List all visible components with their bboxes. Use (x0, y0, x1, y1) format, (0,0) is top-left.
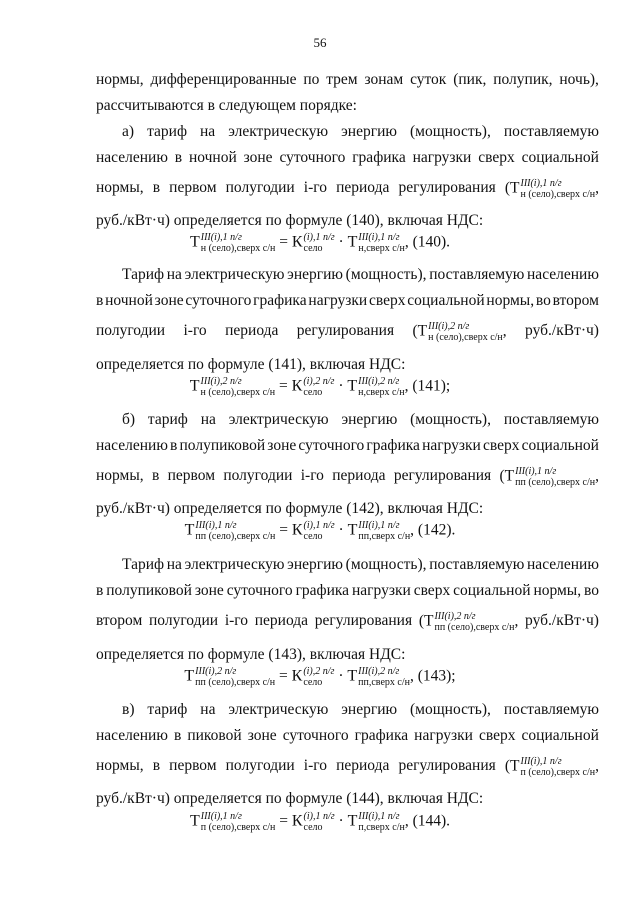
tariff-letter: Т (347, 521, 358, 539)
word: энергию (287, 266, 343, 283)
word: Тариф (122, 266, 165, 283)
punctuation: , (595, 179, 599, 197)
text-line: определяется по формуле (141), включая НДС: (96, 356, 406, 373)
text-line (96, 466, 599, 488)
coefficient-letter: К (291, 667, 303, 685)
word: периода (254, 612, 309, 629)
word: нагрузки (308, 292, 368, 309)
multiply-sign: · (334, 377, 348, 395)
word: в (96, 292, 104, 309)
word: поставляемую (429, 266, 525, 283)
text-line (96, 756, 599, 778)
word: суточного (282, 727, 349, 744)
coefficient-letter: К (291, 812, 303, 830)
page-number: 56 (313, 35, 327, 50)
word: (мощность), (345, 266, 427, 283)
tariff-symbol (505, 178, 599, 200)
word: графика (295, 582, 350, 599)
word: поставляемую (429, 556, 525, 573)
coefficient-indices: (i),1 п/г село (303, 811, 335, 833)
text-line: руб./кВт·ч) определяется по формуле (140), включая НДС: (96, 212, 484, 229)
word: энергию (341, 701, 398, 718)
word: тариф (147, 701, 188, 718)
tariff-letter: Т (189, 377, 200, 395)
text-line (96, 178, 599, 200)
unit-text: руб./кВт·ч) (525, 322, 599, 339)
word: регулирования (296, 322, 395, 339)
word: полупик, (493, 71, 553, 88)
word: зоне (247, 727, 277, 744)
word: полугодии (225, 757, 295, 774)
word: i-го (303, 179, 327, 196)
word: населению (527, 556, 599, 573)
word: Тариф (122, 556, 165, 573)
word: на (200, 701, 216, 718)
formula (0, 811, 640, 833)
lhs-indices: III(i),1 п/г н (село),сверх с/н (200, 232, 276, 254)
word: электрическую (228, 701, 329, 718)
tariff-symbol (413, 321, 507, 343)
tariff-letter: Т (189, 233, 200, 251)
tariff-indices: III(i),2 п/г н (село),сверх с/н (428, 321, 503, 343)
word: в (96, 582, 104, 599)
coefficient-indices: (i),1 п/г село (303, 232, 335, 254)
multiply-sign: · (334, 521, 348, 539)
word: суточного (226, 582, 293, 599)
rhs-indices: III(i),2 п/г пп,сверх с/н (358, 666, 410, 688)
word: населению (96, 149, 168, 166)
word: населению (96, 727, 168, 744)
word: тариф (147, 411, 188, 428)
coefficient-letter: К (291, 233, 303, 251)
formula-number: , (144). (404, 812, 451, 830)
tariff-letter: (Т (504, 757, 520, 775)
multiply-sign: · (334, 812, 348, 830)
word: в (174, 149, 183, 166)
formula (0, 520, 640, 542)
rhs-indices: III(i),1 п/г п,сверх с/н (358, 811, 405, 833)
word: дифференцированные (150, 71, 297, 88)
tariff-letter: Т (189, 812, 200, 830)
word: социальной (521, 437, 599, 454)
word: в (151, 467, 160, 484)
equals-sign: = (275, 667, 292, 685)
word: графика (366, 437, 420, 454)
word: i-го (183, 322, 207, 339)
rhs-indices: III(i),2 п/г н,сверх с/н (358, 376, 405, 398)
formula (0, 376, 640, 398)
punctuation: , (595, 467, 599, 485)
word: периода (336, 757, 390, 774)
word: энергию (287, 556, 343, 573)
word: на (166, 266, 182, 283)
word: в (152, 757, 161, 774)
word: (пик, (453, 71, 487, 88)
word: (мощность), (345, 556, 427, 573)
word: в (173, 727, 182, 744)
word: периода (336, 179, 390, 196)
unit-text: руб./кВт·ч) (525, 612, 599, 629)
word: первом (169, 179, 217, 196)
word: зоне (194, 582, 224, 599)
text-line (96, 321, 599, 343)
word: на (166, 556, 182, 573)
lhs-indices: III(i),1 п/г пп (село),сверх с/н (195, 520, 276, 542)
text-line (122, 122, 599, 142)
word: полупиковой (106, 582, 192, 599)
word: во (584, 582, 599, 599)
word: сверх (368, 292, 406, 309)
text-line: определяется по формуле (143), включая НДС: (96, 646, 406, 663)
word: на (200, 123, 216, 140)
punctuation: , (502, 322, 507, 340)
word: поставляемую (503, 411, 599, 428)
coefficient-indices: (i),1 п/г село (303, 520, 335, 542)
word: поставляемую (503, 701, 599, 718)
text-line (96, 291, 599, 311)
tariff-indices: III(i),1 п/г п (село),сверх с/н (520, 756, 596, 778)
word: полугодии (149, 612, 219, 629)
tariff-letter: Т (347, 812, 358, 830)
word: суток (410, 71, 447, 88)
tariff-symbol (419, 611, 518, 633)
text-line (122, 265, 599, 285)
word: населению (96, 437, 168, 454)
text-line (122, 555, 599, 575)
word: полугодии (223, 467, 293, 484)
word: нагрузки (412, 149, 472, 166)
punctuation: , (514, 612, 519, 630)
word: в (170, 437, 178, 454)
equals-sign: = (275, 377, 292, 395)
word: периода (225, 322, 279, 339)
word: первом (169, 757, 217, 774)
word: суточного (279, 149, 346, 166)
word: сверх (478, 149, 515, 166)
word: пиковой (187, 727, 242, 744)
word: энергию (341, 411, 398, 428)
formula-number: , (142). (410, 521, 456, 539)
word: электрическую (184, 556, 285, 573)
text-line (96, 581, 599, 601)
word: нормы, (96, 467, 144, 484)
word: сверх (413, 582, 451, 599)
coefficient-indices: (i),2 п/г село (303, 376, 335, 398)
text-line: руб./кВт·ч) определяется по формуле (144), включая НДС: (96, 790, 484, 807)
word: ночной (105, 292, 153, 309)
tariff-letter: (Т (504, 179, 520, 197)
tariff-letter: (Т (499, 467, 515, 485)
lhs-indices: III(i),2 п/г пп (село),сверх с/н (195, 666, 276, 688)
word: (мощность), (410, 411, 491, 428)
text-line (96, 726, 599, 746)
word: б) (122, 411, 136, 428)
word: энергию (341, 123, 397, 140)
word: зоне (243, 149, 273, 166)
word: (мощность), (409, 123, 491, 140)
tariff-indices: III(i),2 п/г пп (село),сверх с/н (434, 611, 515, 633)
text-line (96, 611, 599, 633)
word: нормы, (96, 179, 144, 196)
text-line (96, 70, 599, 90)
text-line (96, 148, 599, 168)
tariff-symbol (505, 756, 599, 778)
punctuation: , (595, 757, 599, 775)
word: социальной (521, 149, 599, 166)
word: на (200, 411, 216, 428)
word: (мощность), (410, 701, 491, 718)
word: населению (527, 266, 599, 283)
text-line (122, 700, 599, 720)
text-line (122, 410, 599, 430)
word: нормы, (96, 71, 144, 88)
word: регулирования (314, 612, 413, 629)
multiply-sign: · (334, 233, 348, 251)
tariff-letter: Т (347, 233, 358, 251)
formula-number: , (143); (409, 667, 456, 685)
word: во (535, 292, 551, 309)
word: поставляемую (503, 123, 599, 140)
coefficient-indices: (i),2 п/г село (303, 666, 335, 688)
word: социальной (407, 292, 485, 309)
word: нормы, (96, 757, 144, 774)
word: периода (332, 467, 386, 484)
word: графика (352, 149, 406, 166)
word: суточного (298, 437, 365, 454)
word: зонам (364, 71, 404, 88)
word: электрическую (228, 411, 329, 428)
word: электрическую (228, 123, 329, 140)
word: электрическую (184, 266, 285, 283)
word: а) (122, 123, 135, 140)
word: втором (96, 612, 143, 629)
word: нагрузки (414, 727, 473, 744)
formula-number: , (141); (404, 377, 451, 395)
formula-number: , (140). (404, 233, 451, 251)
word: суточного (185, 292, 252, 309)
equals-sign: = (275, 521, 292, 539)
word: графика (253, 292, 307, 309)
word: графика (354, 727, 409, 744)
word: первом (167, 467, 216, 484)
tariff-letter: (Т (412, 322, 428, 340)
word: сверх (482, 437, 520, 454)
word: регулирования (398, 757, 496, 774)
word: i-го (300, 467, 324, 484)
word: нагрузки (422, 437, 481, 454)
tariff-indices: III(i),1 п/г пп (село),сверх с/н (515, 466, 596, 488)
word: полупиковой (179, 437, 266, 454)
tariff-letter: (Т (418, 612, 434, 630)
word: сверх (478, 727, 516, 744)
equals-sign: = (275, 233, 292, 251)
word: нормы, (486, 292, 535, 309)
word: ночь), (559, 71, 599, 88)
tariff-symbol (499, 466, 598, 488)
coefficient-letter: К (291, 377, 303, 395)
word: тариф (147, 123, 187, 140)
word: полугодии (96, 322, 166, 339)
word: полугодии (225, 179, 295, 196)
text-line (96, 436, 599, 456)
tariff-letter: Т (347, 377, 358, 395)
word: по (303, 71, 320, 88)
word: зоне (154, 292, 184, 309)
lhs-indices: III(i),1 п/г п (село),сверх с/н (200, 811, 276, 833)
formula (0, 232, 640, 254)
tariff-letter: Т (184, 667, 195, 685)
word: i-го (224, 612, 249, 629)
word: социальной (521, 727, 599, 744)
formula (0, 666, 640, 688)
rhs-indices: III(i),1 п/г н,сверх с/н (358, 232, 405, 254)
word: в) (122, 701, 135, 718)
word: втором (552, 292, 599, 309)
lhs-indices: III(i),2 п/г н (село),сверх с/н (200, 376, 276, 398)
word: регулирования (393, 467, 492, 484)
word: социальной (453, 582, 531, 599)
word: трем (326, 71, 358, 88)
word: ночной (188, 149, 237, 166)
tariff-letter: Т (347, 667, 358, 685)
text-line: рассчитываются в следующем порядке: (96, 97, 357, 114)
tariff-letter: Т (184, 521, 195, 539)
word: i-го (303, 757, 327, 774)
word: зоне (267, 437, 297, 454)
equals-sign: = (275, 812, 292, 830)
word: в (152, 179, 161, 196)
rhs-indices: III(i),1 п/г пп,сверх с/н (358, 520, 411, 542)
word: нормы, (533, 582, 582, 599)
word: нагрузки (352, 582, 411, 599)
tariff-indices: III(i),1 п/г н (село),сверх с/н (520, 178, 596, 200)
word: регулирования (398, 179, 496, 196)
coefficient-letter: К (291, 521, 303, 539)
multiply-sign: · (334, 667, 348, 685)
text-line: руб./кВт·ч) определяется по формуле (142), включая НДС: (96, 500, 484, 517)
